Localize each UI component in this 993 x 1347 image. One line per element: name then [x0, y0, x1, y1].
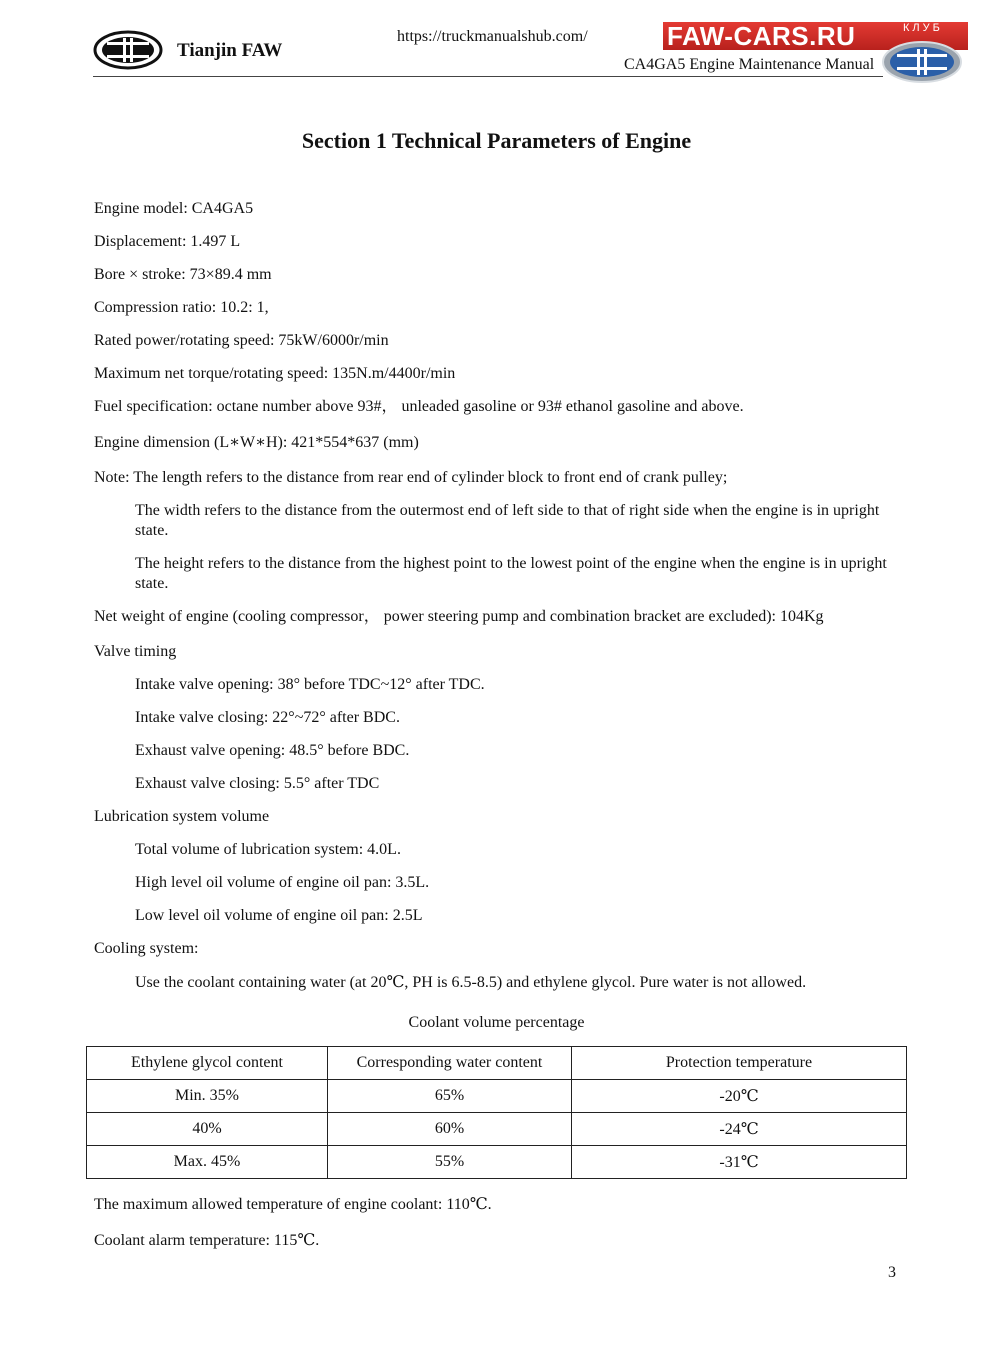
- spec-max-torque: Maximum net torque/rotating speed: 135N.m/4400r/min: [94, 365, 456, 382]
- note-height: The height refers to the distance from the highest point to the lowest point of the engine when the engine is in upright state.: [135, 555, 887, 592]
- badge-subtext: КЛУБ: [903, 22, 943, 34]
- lubrication-heading: Lubrication system volume: [94, 808, 270, 825]
- page-number: 3: [888, 1264, 896, 1281]
- column-header: Corresponding water content: [328, 1047, 572, 1080]
- note-width: The width refers to the distance from the outermost end of left side to that of right side when the engine is in upright state.: [135, 502, 880, 539]
- coolant-alarm-temperature: Coolant alarm temperature: 115℃.: [94, 1232, 320, 1249]
- brand-name: Tianjin FAW: [177, 40, 283, 61]
- spec-displacement: Displacement: 1.497 L: [94, 233, 241, 250]
- spec-dimension: Engine dimension (L∗W∗H): 421*554*637 (mm): [94, 434, 419, 451]
- table-cell: 55%: [328, 1146, 572, 1179]
- faw-logo-icon: [93, 30, 163, 70]
- cooling-heading: Cooling system:: [94, 940, 199, 957]
- lubrication-item: Total volume of lubrication system: 4.0L.: [135, 841, 401, 858]
- coolant-table: [86, 1046, 907, 1179]
- table-cell: -20℃: [572, 1080, 907, 1113]
- page-header: [0, 0, 993, 90]
- section-title: Section 1 Technical Parameters of Engine: [301, 128, 692, 153]
- spec-net-weight: Net weight of engine (cooling compressor， power steering pump and combination bracket are excluded): 104Kg: [94, 608, 824, 625]
- spec-engine-model: Engine model: CA4GA5: [94, 200, 254, 217]
- coolant-temperatures: [94, 1195, 900, 1251]
- badge-text: FAW-CARS.RU: [667, 21, 856, 51]
- manual-title: CA4GA5 Engine Maintenance Manual: [624, 56, 875, 73]
- table-row: [87, 1113, 907, 1146]
- faw-emblem-icon: [881, 40, 963, 84]
- spec-list: [94, 199, 900, 993]
- column-header: Protection temperature: [572, 1047, 907, 1080]
- table-cell: Max. 45%: [87, 1146, 328, 1179]
- spec-bore-stroke: Bore × stroke: 73×89.4 mm: [94, 266, 272, 283]
- table-cell: 65%: [328, 1080, 572, 1113]
- column-header: Ethylene glycol content: [87, 1047, 328, 1080]
- spec-note: Note: The length refers to the distance from rear end of cylinder block to front end of crank pulley;: [94, 469, 728, 486]
- valve-timing-item: Intake valve closing: 22°~72° after BDC.: [135, 709, 400, 726]
- valve-timing-heading: Valve timing: [94, 643, 177, 660]
- table-cell: 40%: [87, 1113, 328, 1146]
- valve-timing-item: Exhaust valve closing: 5.5° after TDC: [135, 775, 380, 792]
- valve-timing-item: Intake valve opening: 38° before TDC~12° after TDC.: [135, 676, 485, 693]
- table-row: [87, 1080, 907, 1113]
- lubrication-item: Low level oil volume of engine oil pan: 2.5L: [135, 907, 423, 924]
- source-url[interactable]: https://truckmanualshub.com/: [397, 28, 588, 45]
- valve-timing-item: Exhaust valve opening: 48.5° before BDC.: [135, 742, 410, 759]
- table-caption: Coolant volume percentage: [408, 1014, 585, 1031]
- spec-rated-power: Rated power/rotating speed: 75kW/6000r/min: [94, 332, 389, 349]
- table-cell: 60%: [328, 1113, 572, 1146]
- table-cell: -24℃: [572, 1113, 907, 1146]
- table-header-row: [87, 1047, 907, 1080]
- max-coolant-temperature: The maximum allowed temperature of engine coolant: 110℃.: [94, 1196, 492, 1213]
- lubrication-item: High level oil volume of engine oil pan: 3.5L.: [135, 874, 430, 891]
- spec-fuel: Fuel specification: octane number above 93#， unleaded gasoline or 93# ethanol gasoline and above.: [94, 398, 744, 415]
- faw-cars-badge: [663, 20, 968, 84]
- table-row: [87, 1146, 907, 1179]
- table-cell: Min. 35%: [87, 1080, 328, 1113]
- spec-compression-ratio: Compression ratio: 10.2: 1,: [94, 299, 269, 316]
- table-cell: -31℃: [572, 1146, 907, 1179]
- cooling-text: Use the coolant containing water (at 20℃, PH is 6.5-8.5) and ethylene glycol. Pure water is not allowed.: [135, 974, 807, 991]
